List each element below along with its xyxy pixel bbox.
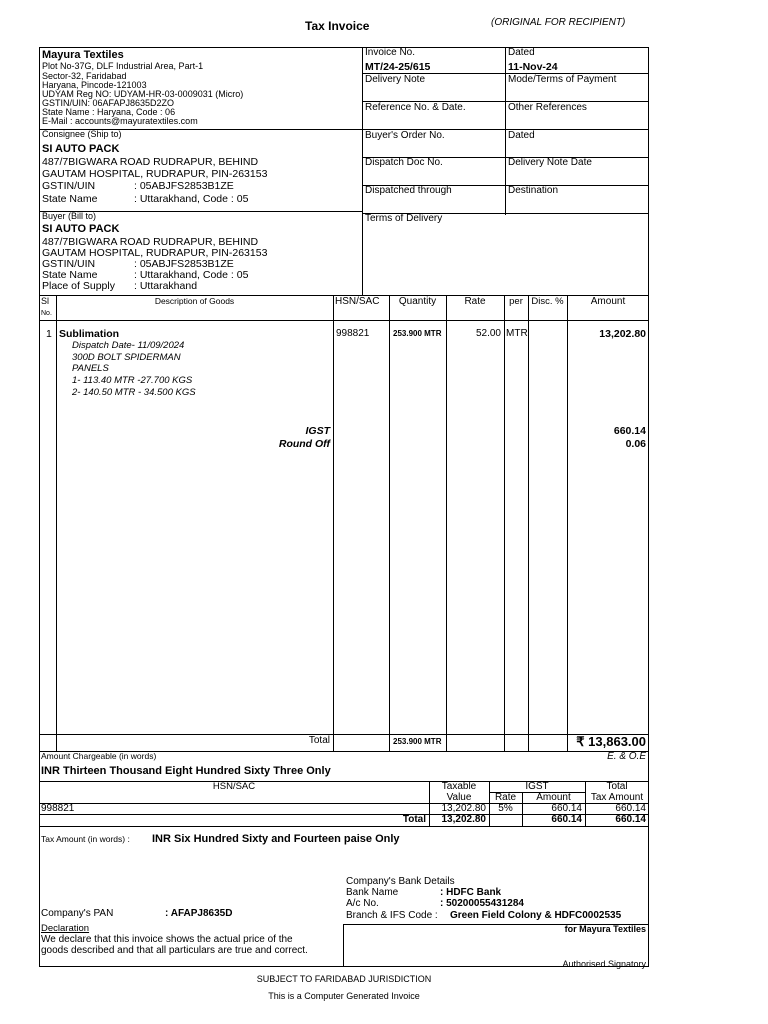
buyer-name: SI AUTO PACK bbox=[42, 223, 120, 235]
consignee-heading: Consignee (Ship to) bbox=[42, 129, 122, 139]
buyer-gstin-label: GSTIN/UIN bbox=[42, 258, 96, 270]
authorised-signatory: Authorised Signatory bbox=[562, 959, 646, 969]
invoice-no: MT/24-25/615 bbox=[365, 61, 431, 73]
delivery-note-date-label: Delivery Note Date bbox=[508, 157, 592, 168]
col-disc: Disc. % bbox=[531, 296, 564, 307]
divider bbox=[333, 295, 334, 751]
tax-total-taxable: 13,202.80 bbox=[441, 814, 486, 825]
round-off-amount: 0.06 bbox=[625, 438, 646, 450]
pan-value: : AFAPJ8635D bbox=[165, 908, 233, 919]
invoice-date: 11-Nov-24 bbox=[508, 61, 558, 73]
invoice-no-label: Invoice No. bbox=[365, 47, 416, 58]
bank-name-label: Bank Name bbox=[346, 887, 399, 898]
tax-row-taxable: 13,202.80 bbox=[441, 803, 486, 814]
tax-total-label: Total bbox=[402, 814, 426, 825]
reference-label: Reference No. & Date. bbox=[365, 102, 466, 113]
consignee-gstin-label: GSTIN/UIN bbox=[42, 180, 96, 192]
item-rate: 52.00 bbox=[475, 328, 501, 339]
igst-rate-head: Rate bbox=[494, 792, 517, 803]
place-of-supply-value: : Uttarakhand bbox=[134, 280, 198, 292]
divider bbox=[362, 47, 363, 295]
round-off-label: Round Off bbox=[278, 438, 330, 450]
igst-head: IGST bbox=[525, 781, 549, 792]
item-amount: 13,202.80 bbox=[599, 328, 646, 340]
account-no-label: A/c No. bbox=[346, 898, 379, 909]
divider bbox=[389, 295, 390, 751]
item-detail: PANELS bbox=[72, 363, 109, 374]
account-no-value: : 50200055431284 bbox=[440, 898, 524, 909]
buyer-state-label: State Name bbox=[42, 269, 98, 281]
grand-total: ₹ 13,863.00 bbox=[576, 734, 646, 749]
consignee-address-line: GAUTAM HOSPITAL, RUDRAPUR, PIN-263153 bbox=[42, 168, 268, 180]
divider bbox=[528, 295, 529, 751]
for-company-label: for Mayura Textiles bbox=[564, 924, 646, 934]
computer-generated-note: This is a Computer Generated Invoice bbox=[268, 991, 420, 1001]
item-per: MTR bbox=[506, 328, 528, 339]
tax-total-amount: 660.14 bbox=[551, 814, 582, 825]
total-label: Total bbox=[308, 735, 330, 746]
seller-gstin: GSTIN/UIN: 06AFAPJ8635D2ZO bbox=[42, 98, 175, 108]
declaration-text: goods described and that all particulars are true and correct. bbox=[41, 945, 308, 956]
col-description: Description of Goods bbox=[154, 296, 235, 306]
col-amount: Amount bbox=[590, 296, 626, 307]
consignee-address-line: 487/7BIGWARA ROAD RUDRAPUR, BEHIND bbox=[42, 156, 259, 168]
item-quantity: 253.900 MTR bbox=[393, 329, 442, 338]
igst-label: IGST bbox=[305, 425, 330, 437]
other-references-label: Other References bbox=[508, 102, 587, 113]
jurisdiction-note: SUBJECT TO FARIDABAD JURISDICTION bbox=[256, 974, 432, 984]
item-sl: 1 bbox=[46, 328, 52, 340]
item-detail: 300D BOLT SPIDERMAN bbox=[72, 352, 181, 363]
consignee-state-value: : Uttarakhand, Code : 05 bbox=[134, 193, 249, 205]
divider bbox=[567, 295, 568, 751]
col-sl-no: No. bbox=[41, 310, 52, 317]
item-hsn: 998821 bbox=[336, 328, 370, 339]
buyers-order-label: Buyer's Order No. bbox=[365, 130, 445, 141]
seller-address-line: Sector-32, Faridabad bbox=[42, 71, 127, 81]
tax-row-rate: 5% bbox=[498, 803, 513, 814]
igst-amount-head: Amount bbox=[536, 792, 571, 803]
item-detail: 2- 140.50 MTR - 34.500 KGS bbox=[72, 387, 196, 398]
col-per: per bbox=[509, 296, 523, 307]
seller-state: State Name : Haryana, Code : 06 bbox=[42, 107, 176, 117]
buyer-address-line: 487/7BIGWARA ROAD RUDRAPUR, BEHIND bbox=[42, 236, 259, 248]
divider bbox=[343, 924, 344, 967]
tax-row-amount: 660.14 bbox=[551, 803, 582, 814]
seller-udyam: UDYAM Reg NO: UDYAM-HR-03-0009031 (Micro) bbox=[42, 89, 244, 99]
dated-label: Dated bbox=[508, 47, 535, 58]
col-sl: Sl bbox=[41, 296, 50, 306]
eoe-label: E. & O.E bbox=[607, 751, 646, 762]
tax-row-total: 660.14 bbox=[615, 803, 646, 814]
bank-name-value: : HDFC Bank bbox=[440, 887, 502, 898]
col-hsn: HSN/SAC bbox=[335, 296, 380, 307]
buyer-address-line: GAUTAM HOSPITAL, RUDRAPUR, PIN-263153 bbox=[42, 247, 268, 259]
mode-terms-label: Mode/Terms of Payment bbox=[508, 74, 617, 85]
taxable-value-head: Value bbox=[446, 792, 472, 803]
item-detail: Dispatch Date- 11/09/2024 bbox=[72, 340, 185, 351]
bank-heading: Company's Bank Details bbox=[346, 876, 455, 887]
buyer-heading: Buyer (Bill to) bbox=[42, 211, 97, 221]
consignee-name: SI AUTO PACK bbox=[42, 143, 120, 155]
total-tax-head: Tax Amount bbox=[590, 792, 644, 803]
seller-address-line: Haryana, Pincode-121003 bbox=[42, 80, 147, 90]
declaration-heading: Declaration bbox=[41, 923, 90, 934]
consignee-gstin-value: : 05ABJFS2853B1ZE bbox=[134, 180, 234, 192]
divider bbox=[56, 295, 57, 751]
delivery-note-label: Delivery Note bbox=[365, 74, 426, 85]
taxable-value-head: Taxable bbox=[441, 781, 477, 792]
total-tax-head: Total bbox=[606, 781, 628, 792]
pan-label: Company's PAN bbox=[41, 908, 114, 919]
tax-total-total: 660.14 bbox=[615, 814, 646, 825]
destination-label: Destination bbox=[508, 185, 559, 196]
total-quantity: 253.900 MTR bbox=[393, 737, 442, 746]
tax-row-hsn: 998821 bbox=[41, 803, 75, 814]
igst-amount: 660.14 bbox=[613, 425, 646, 437]
copy-label: (ORIGINAL FOR RECIPIENT) bbox=[491, 17, 626, 28]
divider bbox=[446, 295, 447, 751]
amount-words-label: Amount Chargeable (in words) bbox=[41, 751, 157, 761]
branch-value: Green Field Colony & HDFC0002535 bbox=[450, 910, 622, 921]
consignee-state-label: State Name bbox=[42, 193, 98, 205]
dispatched-through-label: Dispatched through bbox=[365, 185, 452, 196]
invoice-title: Tax Invoice bbox=[305, 19, 370, 33]
seller-name: Mayura Textiles bbox=[42, 49, 124, 61]
item-detail: 1- 113.40 MTR -27.700 KGS bbox=[72, 375, 193, 386]
declaration-text: We declare that this invoice shows the actual price of the bbox=[41, 934, 293, 945]
tax-words-label: Tax Amount (in words) : bbox=[41, 834, 130, 844]
buyer-gstin-value: : 05ABJFS2853B1ZE bbox=[134, 258, 234, 270]
item-name: Sublimation bbox=[59, 328, 120, 340]
dispatch-doc-label: Dispatch Doc No. bbox=[365, 157, 443, 168]
seller-address-line: Plot No-37G, DLF Industrial Area, Part-1 bbox=[42, 61, 204, 71]
divider bbox=[504, 295, 505, 751]
terms-of-delivery-label: Terms of Delivery bbox=[365, 213, 443, 224]
col-rate: Rate bbox=[464, 296, 486, 307]
tax-in-words: INR Six Hundred Sixty and Fourteen paise Only bbox=[152, 833, 400, 845]
place-of-supply-label: Place of Supply bbox=[42, 280, 115, 292]
col-quantity: Quantity bbox=[398, 296, 437, 307]
amount-in-words: INR Thirteen Thousand Eight Hundred Sixty Three Only bbox=[41, 765, 331, 777]
order-dated-label: Dated bbox=[508, 130, 535, 141]
branch-label: Branch & IFS Code : bbox=[346, 910, 438, 921]
tax-hsn-head: HSN/SAC bbox=[212, 781, 256, 792]
buyer-state-value: : Uttarakhand, Code : 05 bbox=[134, 269, 249, 281]
divider bbox=[39, 320, 649, 321]
divider bbox=[39, 826, 649, 827]
seller-email: E-Mail : accounts@mayuratextiles.com bbox=[42, 116, 198, 126]
divider bbox=[39, 734, 649, 735]
